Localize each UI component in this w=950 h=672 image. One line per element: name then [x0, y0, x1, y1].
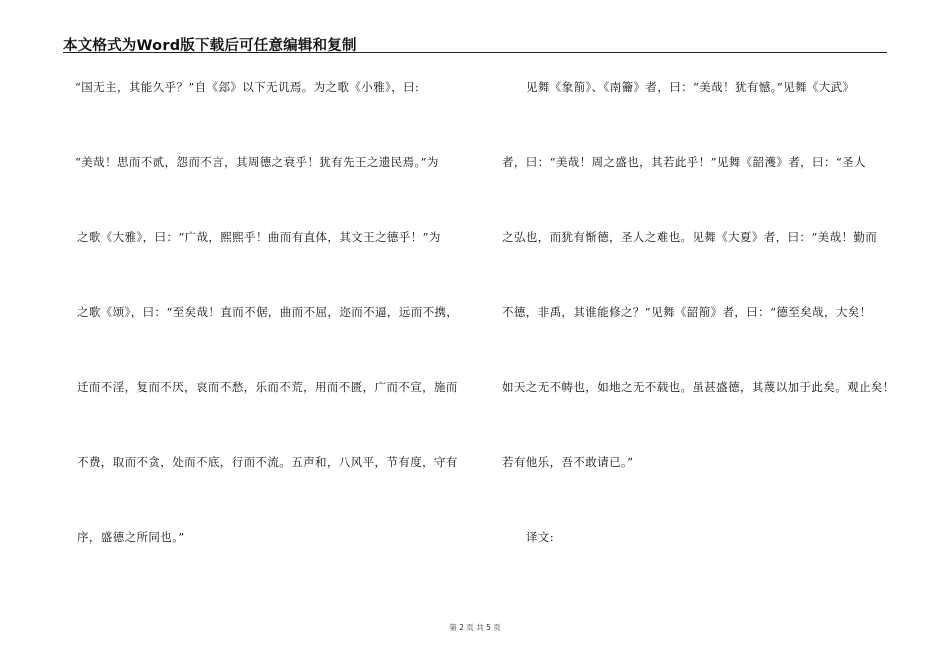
right-line-7: 译文: — [526, 530, 555, 544]
left-line-4: 之歌《颂》，曰：“至矣哉！直而不倨，曲而不屈，迩而不逼，远而不携， — [77, 305, 459, 319]
left-line-1: “国无主，其能久乎？”自《郐》以下无讥焉。为之歌《小雅》，曰: — [75, 80, 420, 94]
left-line-2: “美哉！思而不贰，怨而不言，其周德之衰乎！犹有先王之遗民焉。”为 — [75, 155, 439, 169]
right-text-column — [502, 0, 897, 600]
page-number-footer: 第 2 页 共 5 页 — [449, 623, 501, 632]
right-line-1: 见舞《象箾》、《南籥》者，曰：“美哉！犹有憾。”见舞《大武》 — [526, 80, 855, 94]
left-line-3: 之歌《大雅》，曰：“广哉，熙熙乎！曲而有直体，其文王之德乎！”为 — [77, 230, 441, 244]
right-line-5: 如天之无不帱也，如地之无不载也。虽甚盛德，其蔑以加于此矣。观止矣！ — [502, 380, 895, 394]
right-line-2: 者，曰：“美哉！周之盛也，其若此乎！”见舞《韶濩》者，曰：“圣人 — [502, 155, 866, 169]
left-text-column — [77, 0, 472, 600]
right-line-6: 若有他乐，吾不敢请已。” — [502, 455, 634, 469]
document-header-title: 本文格式为Word版下载后可任意编辑和复制 — [63, 38, 357, 54]
right-line-4: 不德，非禹，其谁能修之？”见舞《韶箾》者，曰：“德至矣哉，大矣！ — [502, 305, 872, 319]
right-line-3: 之弘也，而犹有惭德，圣人之难也。见舞《大夏》者，曰：“美哉！勤而 — [502, 230, 878, 244]
left-line-5: 迁而不淫，复而不厌，哀而不愁，乐而不荒，用而不匮，广而不宣，施而 — [77, 380, 458, 394]
left-line-6: 不费，取而不贪，处而不底，行而不流。五声和，八风平，节有度，守有 — [77, 455, 458, 469]
left-line-7: 序，盛德之所同也。” — [77, 530, 185, 544]
